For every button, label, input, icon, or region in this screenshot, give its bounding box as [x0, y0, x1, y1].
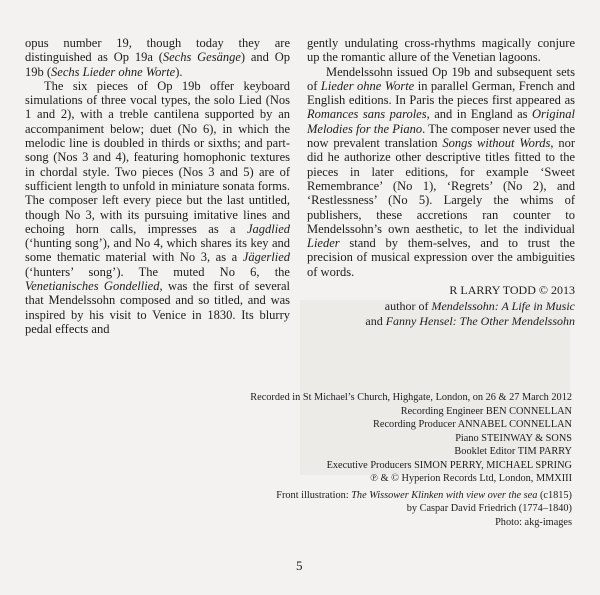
text-run: Op 19a ( — [113, 50, 163, 65]
text-run: composer left every piece but the last untitled, though — [25, 193, 291, 222]
italic-title: Sechs Lieder ohne — [51, 64, 143, 79]
text-run: Mendelssohn issued Op 19b and subsequent sets of — [307, 64, 575, 93]
text-run: (‘hunting song’), and No 4, — [25, 236, 164, 251]
left-column — [25, 36, 290, 336]
text-line — [146, 65, 183, 79]
text-run: sufficient length to unfold in miniature sonata forms. The — [25, 178, 290, 208]
piano-credit: Piano STEINWAY & SONS — [455, 432, 572, 444]
executive-producers: Executive Producers SIMON PERRY, MICHAEL SPRING — [326, 459, 572, 471]
italic-title: Original Melodies for the — [307, 107, 576, 136]
paragraph — [25, 36, 290, 79]
text-run: (No 2), and ‘Restlessness’ (No 5). Largely the whims of — [307, 178, 576, 208]
text-run: selves, and to trust the precision of musical expression — [307, 236, 575, 265]
text-run: stand by them- — [339, 236, 437, 251]
text-run: No 3, as a — [179, 250, 243, 265]
right-column-wrap — [307, 36, 575, 330]
text-run: , was the first of several that — [25, 279, 290, 308]
italic-title: Jagdlied — [246, 221, 291, 236]
recording-credits — [250, 391, 572, 529]
text-run: own aesthetic, to let the individual — [388, 221, 575, 236]
text-run: , and in England as — [426, 107, 532, 122]
text-run: other descriptive titles fitted to the pieces in later editions, — [307, 150, 576, 179]
author-book-2: and Fanny Hensel: The Other Mendelssohn — [365, 314, 575, 329]
italic-title: Romances — [307, 107, 359, 122]
text-run: . The composer never used the now prevalent — [307, 121, 575, 151]
text-run: publishers, these accretions ran counter to Mendelssohn’s — [307, 207, 575, 236]
recorded-location: Recorded in St Michael’s Church, Highgate, London, on 26 & 27 March 2012 — [250, 392, 572, 403]
illustration-artist: by Caspar David Friedrich (1774–1840) — [406, 503, 572, 514]
recording-producer: Recording Producer ANNABEL CONNELLAN — [373, 419, 572, 430]
text-run: calls, impresses as a — [110, 221, 247, 236]
copyright: ℗ & © Hyperion Records Ltd, London, MMXIII — [370, 473, 572, 484]
italic-title: Worte — [145, 64, 176, 79]
text-run: ). — [175, 64, 183, 79]
page-number: 5 — [296, 558, 303, 573]
author-book-1: author of Mendelssohn: A Life in Music — [384, 298, 575, 313]
italic-title: Piano — [392, 121, 423, 136]
paragraph — [307, 36, 575, 65]
text-run: translation — [384, 136, 443, 151]
text-run: textures in chordal style. Two pieces (Nos 3 and 5) are of — [25, 150, 290, 179]
text-line — [341, 50, 541, 64]
text-run: for example ‘Sweet Remembrance’ (No 1), ‘Regrets’ — [307, 164, 575, 193]
right-column — [307, 36, 575, 279]
text-run: , nor did he authorize — [307, 136, 576, 165]
text-run: cantilena supported by an accompaniment below; duet — [25, 107, 291, 136]
signature — [307, 283, 575, 330]
text-run: The six pieces of Op 19b offer keyboard simulations of — [25, 78, 290, 108]
italic-title: Lieder ohne Worte — [320, 78, 415, 93]
text-run: Mendelssohn composed and so titled, and was inspired by — [25, 293, 291, 322]
italic-title: Lieder — [307, 236, 340, 251]
text-run: three vocal types, the solo Lied (Nos 1 and 2), with a treble — [25, 93, 290, 122]
text-run: his visit to Venice in 1830. Its blurry pedal effects and — [25, 307, 290, 336]
text-run: over the ambiguities of words. — [307, 250, 576, 279]
photo-credit: Photo: akg-images — [495, 516, 572, 528]
paragraph — [25, 79, 290, 336]
text-run: No 3, with its pursuing imitative lines and echoing horn — [25, 207, 290, 236]
text-run: ) and Op 19b ( — [25, 50, 290, 79]
italic-title: Songs without Words — [442, 136, 551, 151]
text-run: gently undulating cross-rhythms magically conjure up the — [307, 36, 575, 65]
italic-title: Sechs Gesänge — [162, 50, 241, 65]
text-run: editions. In Paris the pieces first appeared as — [348, 93, 576, 108]
text-run: (‘hunters’ song’). The muted No 6, the — [25, 264, 290, 279]
booklet-editor: Booklet Editor TIM PARRY — [454, 446, 572, 457]
text-run: in parallel German, French and English — [307, 78, 576, 108]
text-run: which shares its key and some thematic material with — [25, 236, 291, 265]
text-run: opus number 19, though today they are distinguished as — [25, 36, 290, 65]
text-run: sixths; and part-song (Nos 3 and 4), featuring homophonic — [25, 136, 291, 165]
recording-engineer: Recording Engineer BEN CONNELLAN — [400, 405, 572, 417]
author-credit: R LARRY TODD © 2013 — [449, 283, 575, 298]
italic-title: Venetianisches Gondellied — [25, 279, 160, 294]
italic-title: sans paroles — [362, 107, 427, 122]
front-illustration: Front illustration: The Wissower Klinken with view over the sea (c1815) — [276, 489, 572, 501]
italic-title: Jägerlied — [242, 250, 291, 265]
text-run: (No 6), in which the melodic line is doubled in thirds or — [25, 121, 290, 151]
text-run: romantic allure of the Venetian lagoons. — [341, 50, 541, 65]
paragraph — [307, 65, 575, 279]
